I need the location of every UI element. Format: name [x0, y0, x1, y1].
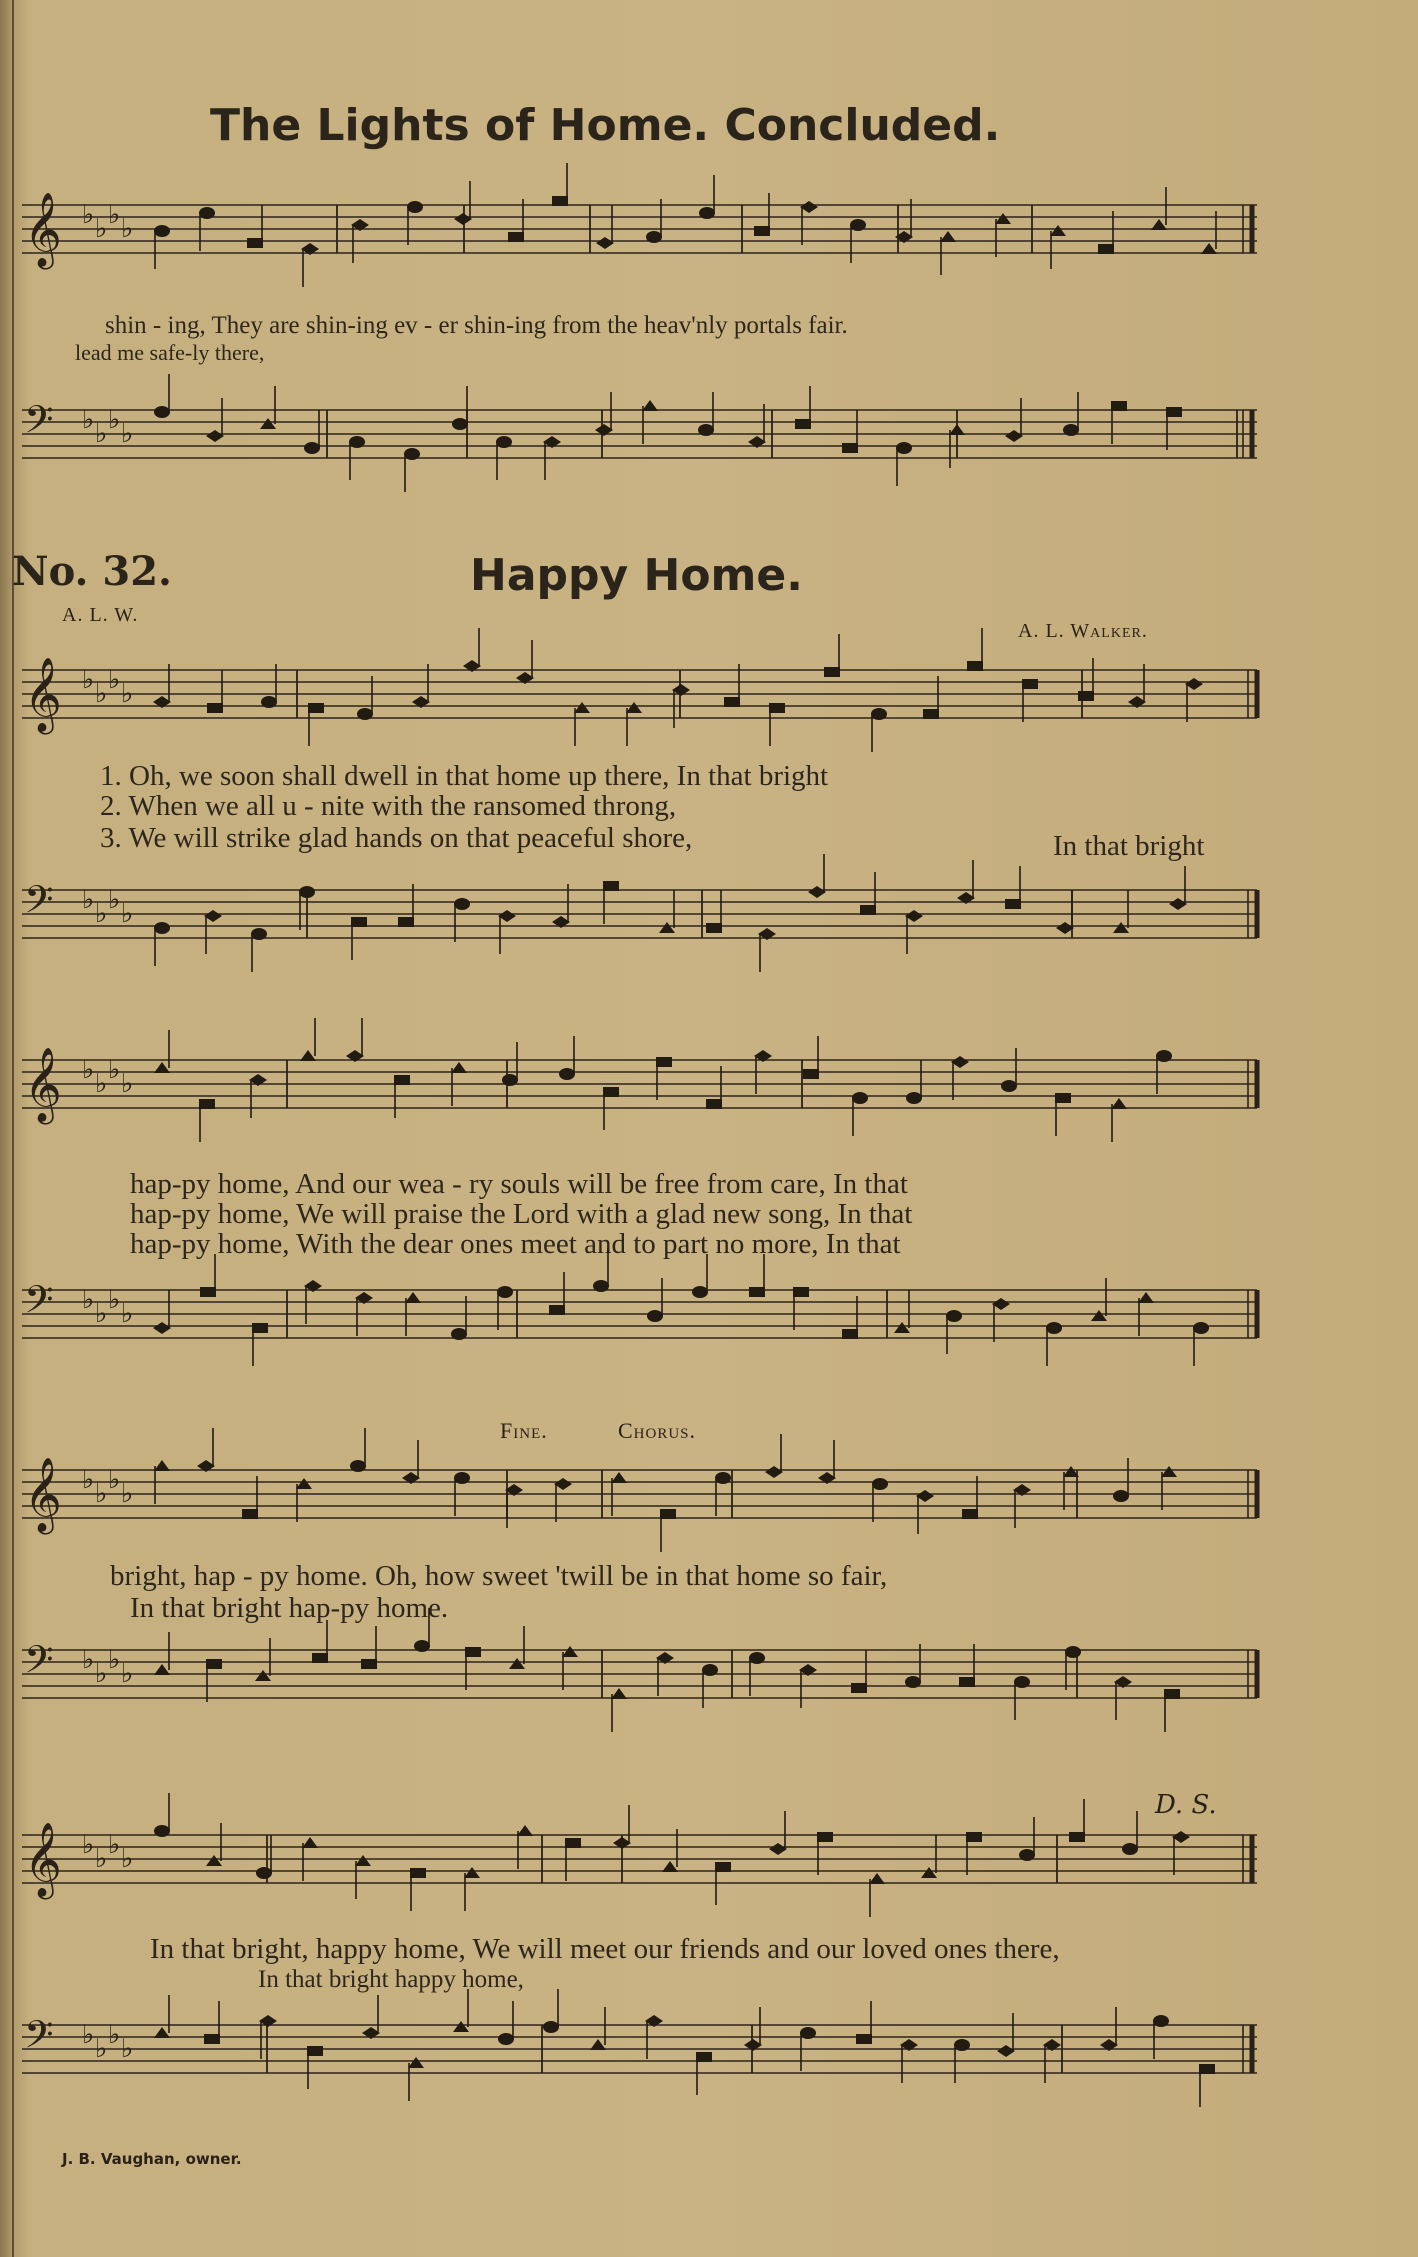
staff-lines [22, 1470, 1257, 1518]
note-head [247, 238, 263, 248]
note-head [590, 2039, 606, 2050]
note-head [1001, 1080, 1017, 1092]
treble-clef-icon: 𝄞 [24, 193, 62, 267]
note-head [959, 1677, 975, 1687]
system4-line1: In that bright, happy home, We will meet our friends and our loved ones there, [150, 1933, 1060, 1965]
note-head [949, 424, 965, 435]
flat-icon: ♭ [121, 1479, 134, 1509]
song-title: Happy Home. [470, 550, 803, 601]
system1-verse3-end: In that bright [1053, 830, 1205, 862]
note-head [207, 703, 223, 713]
note-head [871, 708, 887, 720]
note-head [200, 1287, 216, 1297]
note-head [398, 917, 414, 927]
note-head [1151, 219, 1167, 230]
flat-icon: ♭ [95, 2034, 108, 2064]
note-head [407, 201, 423, 213]
bass-clef-icon: 𝄢 [24, 1637, 54, 1691]
system1-bass-staff [12, 870, 1272, 1010]
system2-treble-staff [12, 1020, 1272, 1170]
note-head [410, 1868, 426, 1878]
note-head [206, 1659, 222, 1669]
note-head [404, 448, 420, 460]
note-head [154, 1460, 170, 1471]
note-head [626, 702, 642, 713]
top-bass-staff [12, 385, 1272, 525]
note-head [451, 1062, 467, 1073]
flat-icon: ♭ [95, 214, 108, 244]
note-head [296, 1478, 312, 1489]
note-head [361, 1659, 377, 1669]
note-head [656, 1057, 672, 1067]
note-head [1065, 1646, 1081, 1658]
system2-bass-staff [12, 1255, 1272, 1415]
system1-verse3: 3. We will strike glad hands on that peaceful shore, [100, 822, 693, 854]
note-head [154, 1664, 170, 1675]
note-head [465, 1647, 481, 1657]
flat-icon: ♭ [121, 1659, 134, 1689]
flat-icon: ♭ [95, 1069, 108, 1099]
flat-icon: ♭ [82, 2020, 95, 2050]
note-head [414, 1640, 430, 1652]
note-head [699, 207, 715, 219]
flat-icon: ♭ [108, 200, 121, 230]
note-head [552, 196, 568, 206]
note-head [1098, 244, 1114, 254]
note-head [940, 231, 956, 242]
note-head [312, 1653, 328, 1663]
note-head [603, 881, 619, 891]
note-head [252, 1323, 268, 1333]
fine-label: Fine. [500, 1418, 548, 1443]
flat-icon: ♭ [82, 405, 95, 435]
chorus-label: Chorus. [618, 1418, 697, 1443]
note-head [509, 1658, 525, 1669]
note-head [842, 443, 858, 453]
note-head [256, 1867, 272, 1879]
note-head [562, 1646, 578, 1657]
note-head [304, 442, 320, 454]
note-head [517, 1825, 533, 1836]
note-head [724, 697, 740, 707]
note-head [851, 1683, 867, 1693]
note-head [662, 1861, 678, 1872]
note-head [698, 424, 714, 436]
bass-clef-icon: 𝄢 [24, 2012, 54, 2066]
note-head [242, 1509, 258, 1519]
note-head [408, 2057, 424, 2068]
note-head [715, 1472, 731, 1484]
note-head [357, 708, 373, 720]
note-head [302, 1837, 318, 1848]
note-head [349, 436, 365, 448]
note-head [350, 1460, 366, 1472]
note-head [1201, 243, 1217, 254]
flat-icon: ♭ [82, 1645, 95, 1675]
note-head [454, 898, 470, 910]
system2-verse3: hap-py home, With the dear ones meet and to part no more, In that [130, 1228, 901, 1260]
note-head [1005, 899, 1021, 909]
note-head [800, 2027, 816, 2039]
note-head [769, 703, 785, 713]
flat-icon: ♭ [95, 899, 108, 929]
note-head [842, 1329, 858, 1339]
composer-credit: A. L. Walker. [1018, 620, 1148, 642]
note-head [954, 2039, 970, 2051]
flat-icon: ♭ [108, 665, 121, 695]
flat-icon: ♭ [108, 885, 121, 915]
note-head [642, 400, 658, 411]
note-head [921, 1867, 937, 1878]
treble-clef-icon: 𝄞 [24, 1458, 62, 1532]
top-lyric-line-1: shin - ing, They are shin-ing ev - er shin-ing from the heav'nly portals fair. [105, 312, 848, 339]
note-head [154, 1825, 170, 1837]
note-head [394, 1075, 410, 1085]
note-head [154, 406, 170, 418]
note-head [1138, 1292, 1154, 1303]
note-head [351, 917, 367, 927]
flat-icon: ♭ [95, 679, 108, 709]
note-head [464, 1867, 480, 1878]
note-head [451, 1328, 467, 1340]
flat-icon: ♭ [108, 1645, 121, 1675]
note-head [508, 232, 524, 242]
note-head [872, 1478, 888, 1490]
flat-icon: ♭ [121, 1069, 134, 1099]
note-head [702, 1664, 718, 1676]
note-head [817, 1832, 833, 1842]
note-head [255, 1670, 271, 1681]
flat-icon: ♭ [121, 419, 134, 449]
note-head [261, 696, 277, 708]
note-head [1091, 1310, 1107, 1321]
note-head [574, 702, 590, 713]
note-head [860, 905, 876, 915]
flat-icon: ♭ [108, 2020, 121, 2050]
note-head [603, 1087, 619, 1097]
note-head [496, 436, 512, 448]
note-head [543, 2021, 559, 2033]
note-head [647, 1310, 663, 1322]
note-head [611, 1688, 627, 1699]
note-head [199, 1099, 215, 1109]
note-head [199, 207, 215, 219]
note-head [852, 1092, 868, 1104]
note-head [1193, 1322, 1209, 1334]
note-head [1022, 679, 1038, 689]
note-head [1199, 2064, 1215, 2074]
note-head [154, 225, 170, 237]
note-head [154, 2027, 170, 2038]
note-head [1111, 401, 1127, 411]
system3-bass-staff [12, 1625, 1272, 1775]
note-head [1063, 424, 1079, 436]
flat-icon: ♭ [121, 1299, 134, 1329]
staff-lines [22, 2025, 1257, 2073]
note-head [795, 419, 811, 429]
system4-treble-staff [12, 1805, 1272, 1930]
note-head [498, 2033, 514, 2045]
note-head [803, 1069, 819, 1079]
note-head [850, 219, 866, 231]
flat-icon: ♭ [82, 1055, 95, 1085]
flat-icon: ♭ [121, 679, 134, 709]
system3-line1: bright, hap - py home. Oh, how sweet 'twill be in that home so fair, [110, 1560, 888, 1592]
top-treble-staff [12, 175, 1272, 305]
note-head [1113, 1490, 1129, 1502]
system1-verse1: 1. Oh, we soon shall dwell in that home up there, In that bright [100, 760, 829, 792]
note-head [154, 922, 170, 934]
note-head [452, 418, 468, 430]
flat-icon: ♭ [121, 214, 134, 244]
system2-verse2: hap-py home, We will praise the Lord with a glad new song, In that [130, 1198, 913, 1230]
flat-icon: ♭ [108, 1830, 121, 1860]
note-head [1050, 225, 1066, 236]
system4-line2: In that bright happy home, [258, 1966, 524, 1993]
note-head [1078, 691, 1094, 701]
note-head [946, 1310, 962, 1322]
note-head [453, 2021, 469, 2032]
note-head [355, 1855, 371, 1866]
lyricist-credit: A. L. W. [62, 604, 139, 626]
note-head [307, 2046, 323, 2056]
note-head [967, 661, 983, 671]
note-head [894, 1322, 910, 1333]
note-head [299, 886, 315, 898]
flat-icon: ♭ [108, 1465, 121, 1495]
song-number: No. 32. [12, 548, 172, 595]
note-head [154, 1062, 170, 1073]
flat-icon: ♭ [82, 200, 95, 230]
treble-clef-icon: 𝄞 [24, 1048, 62, 1122]
note-head [1122, 1843, 1138, 1855]
note-head [824, 667, 840, 677]
system1-verse2: 2. When we all u - nite with the ransomed throng, [100, 790, 677, 822]
note-head [646, 231, 662, 243]
owner-credit: J. B. Vaughan, owner. [62, 2150, 242, 2168]
note-head [300, 1050, 316, 1061]
flat-icon: ♭ [121, 899, 134, 929]
note-head [593, 1280, 609, 1292]
note-head [749, 1652, 765, 1664]
note-head [251, 928, 267, 940]
flat-icon: ♭ [95, 419, 108, 449]
system2-verse1: hap-py home, And our wea - ry souls will be free from care, In that [130, 1168, 908, 1200]
flat-icon: ♭ [95, 1299, 108, 1329]
note-head [896, 442, 912, 454]
flat-icon: ♭ [121, 1844, 134, 1874]
note-head [1156, 1050, 1172, 1062]
note-head [260, 418, 276, 429]
note-head [454, 1472, 470, 1484]
flat-icon: ♭ [121, 2034, 134, 2064]
note-head [995, 213, 1011, 224]
note-head [715, 1862, 731, 1872]
note-head [1055, 1093, 1071, 1103]
note-head [206, 1855, 222, 1866]
note-head [1113, 922, 1129, 933]
note-head [559, 1068, 575, 1080]
note-head [856, 2034, 872, 2044]
note-head [962, 1509, 978, 1519]
treble-clef-icon: 𝄞 [24, 658, 62, 732]
staff-lines [22, 1290, 1257, 1338]
ds-label: D. S. [1155, 1790, 1217, 1820]
note-head [706, 1099, 722, 1109]
note-head [696, 2052, 712, 2062]
note-head [1069, 1832, 1085, 1842]
system4-bass-staff [12, 2000, 1272, 2140]
note-head [906, 1092, 922, 1104]
note-head [497, 1286, 513, 1298]
flat-icon: ♭ [82, 665, 95, 695]
system1-treble-staff [12, 650, 1272, 760]
flat-icon: ♭ [108, 1055, 121, 1085]
flat-icon: ♭ [82, 1830, 95, 1860]
system3-line2: In that bright hap-py home. [130, 1592, 449, 1624]
note-head [905, 1676, 921, 1688]
system3-treble-staff [12, 1440, 1272, 1565]
note-head [692, 1286, 708, 1298]
top-song-title: The Lights of Home. Concluded. [210, 100, 1001, 151]
flat-icon: ♭ [82, 1465, 95, 1495]
note-head [659, 922, 675, 933]
note-head [1014, 1676, 1030, 1688]
treble-clef-icon: 𝄞 [24, 1823, 62, 1897]
note-head [754, 226, 770, 236]
staff-lines [22, 1835, 1257, 1883]
note-head [966, 1832, 982, 1842]
note-head [565, 1838, 581, 1848]
flat-icon: ♭ [82, 1285, 95, 1315]
note-head [923, 709, 939, 719]
note-head [549, 1305, 565, 1315]
note-head [308, 703, 324, 713]
bass-clef-icon: 𝄢 [24, 877, 54, 931]
note-head [1019, 1849, 1035, 1861]
note-head [1153, 2015, 1169, 2027]
note-head [749, 1287, 765, 1297]
note-head [1161, 1466, 1177, 1477]
note-head [1046, 1322, 1062, 1334]
note-head [869, 1873, 885, 1884]
flat-icon: ♭ [82, 885, 95, 915]
note-head [1166, 407, 1182, 417]
flat-icon: ♭ [108, 405, 121, 435]
bass-clef-icon: 𝄢 [24, 1277, 54, 1331]
note-head [660, 1509, 676, 1519]
bass-clef-icon: 𝄢 [24, 397, 54, 451]
note-head [611, 1472, 627, 1483]
note-head [502, 1074, 518, 1086]
note-head [204, 2034, 220, 2044]
flat-icon: ♭ [95, 1659, 108, 1689]
flat-icon: ♭ [95, 1479, 108, 1509]
note-head [405, 1292, 421, 1303]
top-lyric-line-2: lead me safe-ly there, [75, 340, 265, 365]
note-head [793, 1287, 809, 1297]
flat-icon: ♭ [108, 1285, 121, 1315]
note-head [706, 923, 722, 933]
note-head [1164, 1689, 1180, 1699]
note-head [1111, 1098, 1127, 1109]
flat-icon: ♭ [95, 1844, 108, 1874]
